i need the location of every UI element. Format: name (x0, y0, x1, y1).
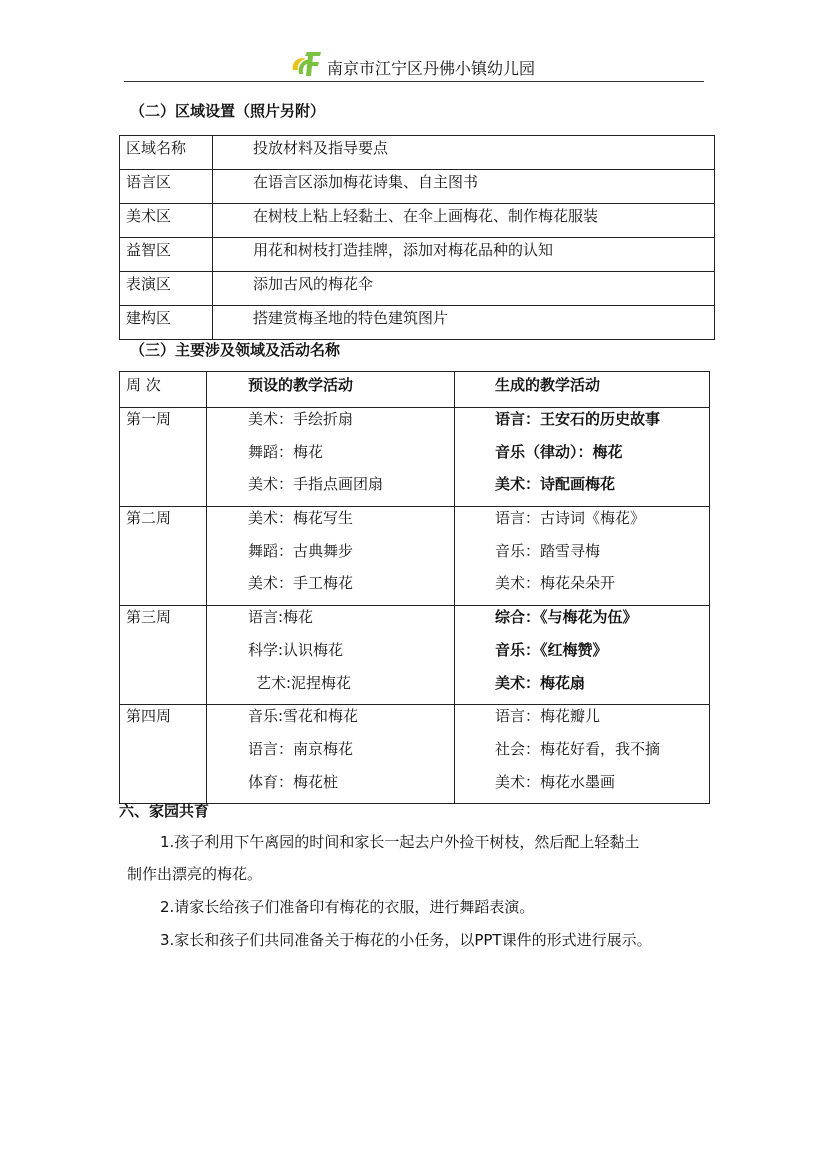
area-points: 添加古风的梅花伞 (213, 272, 715, 306)
week-label: 第二周 (120, 507, 207, 606)
table-header-row (120, 372, 710, 408)
activity-item: 体育：梅花桩 (248, 772, 339, 791)
week-header: 周 次 (120, 372, 207, 408)
header-rule (124, 81, 704, 82)
activity-item: 音乐：踏雪寻梅 (495, 541, 601, 560)
activity-item: 语言:梅花 (248, 608, 314, 627)
week-label: 第四周 (120, 705, 207, 804)
area-points-header: 投放材料及指导要点 (213, 136, 715, 170)
activity-item: 美术：梅花写生 (248, 509, 354, 528)
area-name: 益智区 (120, 238, 213, 272)
activity-item: 美术：手指点画团扇 (248, 475, 384, 494)
preset-activities (207, 606, 455, 705)
activity-item: 社会：梅花好看，我不摘 (495, 739, 661, 758)
activity-item: 科学:认识梅花 (248, 640, 344, 659)
area-name: 表演区 (120, 272, 213, 306)
area-section-title: （二）区域设置（照片另附） (130, 102, 326, 120)
activity-item: 语言：梅花瓣儿 (495, 707, 601, 726)
area-name-header: 区域名称 (120, 136, 213, 170)
table-header-row (120, 136, 715, 170)
activity-item: 语言：南京梅花 (248, 739, 354, 758)
activity-item: 语言：王安石的历史故事 (495, 410, 661, 428)
week-label: 第一周 (120, 408, 207, 507)
table-row (120, 170, 715, 204)
area-points: 用花和树枝打造挂牌，添加对梅花品种的认知 (213, 238, 715, 272)
preset-activities (207, 705, 455, 804)
area-points: 在树枝上粘上轻黏土、在伞上画梅花、制作梅花服装 (213, 204, 715, 238)
area-name: 语言区 (120, 170, 213, 204)
table-row (120, 272, 715, 306)
activity-item: 音乐：《红梅赞》 (495, 640, 608, 659)
table-row (120, 507, 710, 606)
activity-item: 美术：梅花朵朵开 (495, 574, 616, 593)
activity-item: 舞蹈：梅花 (248, 442, 324, 461)
preset-header: 预设的教学活动 (207, 372, 455, 408)
table-row (120, 306, 715, 340)
area-table (119, 135, 715, 340)
home-item-2: 2.请家长给孩子们准备印有梅花的衣服，进行舞蹈表演。 (160, 898, 535, 916)
area-name: 建构区 (120, 306, 213, 340)
home-item-1-line-2: 制作出漂亮的梅花。 (127, 865, 263, 883)
activity-item: 美术：手工梅花 (248, 574, 354, 593)
activity-item: 音乐:雪花和梅花 (248, 707, 359, 726)
preset-activities (207, 507, 455, 606)
activity-item: 美术：手绘折扇 (248, 410, 354, 428)
generated-activities (455, 705, 710, 804)
activity-item: 音乐（律动）：梅花 (495, 442, 623, 461)
generated-header: 生成的教学活动 (455, 372, 710, 408)
activity-item: 艺术:泥捏梅花 (256, 673, 352, 692)
activity-item: 美术：梅花水墨画 (495, 772, 616, 791)
table-row (120, 705, 710, 804)
home-item-1-line-1: 1.孩子利用下午离园的时间和家长一起去户外捡干树枝，然后配上轻黏土 (160, 833, 640, 851)
activities-table (119, 371, 710, 804)
table-row (120, 238, 715, 272)
home-section-title: 六、家园共育 (119, 802, 210, 820)
page-header (124, 46, 704, 82)
generated-activities (455, 606, 710, 705)
home-item-3: 3.家长和孩子们共同准备关于梅花的小任务，以PPT课件的形式进行展示。 (160, 931, 652, 949)
activity-item: 舞蹈：古典舞步 (248, 541, 354, 560)
area-name: 美术区 (120, 204, 213, 238)
preset-activities (207, 408, 455, 507)
area-points: 搭建赏梅圣地的特色建筑图片 (213, 306, 715, 340)
table-row (120, 606, 710, 705)
generated-activities (455, 408, 710, 507)
activity-item: 综合：《与梅花为伍》 (495, 608, 638, 627)
activity-item: 美术：诗配画梅花 (495, 475, 616, 494)
table-row (120, 408, 710, 507)
school-name: 南京市江宁区丹佛小镇幼儿园 (327, 59, 536, 78)
week-label: 第三周 (120, 606, 207, 705)
table-row (120, 204, 715, 238)
activity-item: 美术：梅花扇 (495, 673, 586, 692)
area-points: 在语言区添加梅花诗集、自主图书 (213, 170, 715, 204)
domains-section-title: （三）主要涉及领域及活动名称 (130, 341, 341, 359)
generated-activities (455, 507, 710, 606)
activity-item: 语言：古诗词《梅花》 (495, 509, 646, 528)
kindergarten-logo-icon (289, 48, 323, 80)
